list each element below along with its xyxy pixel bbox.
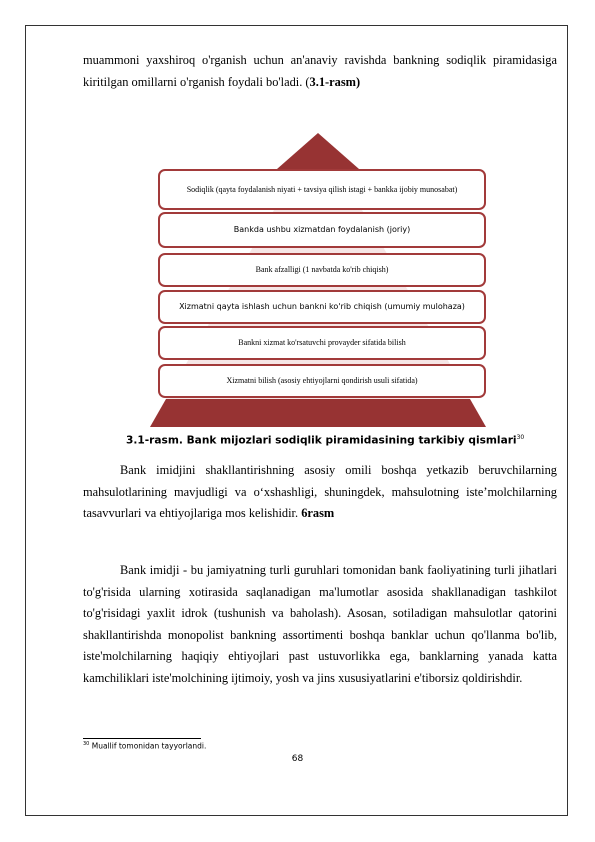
caption-footnote-mark: 30 <box>516 434 525 441</box>
page-number: 68 <box>291 754 304 764</box>
footnote-mark: 30 <box>83 741 90 747</box>
pyramid-base <box>150 399 486 427</box>
pyramid-apex <box>277 133 359 169</box>
pyramid-tier-1: Sodiqlik (qayta foydalanish niyati + tavsiya qilish istagi + bankka ijobiy munosabat) <box>158 169 486 210</box>
paragraph-1: Bank imidjini shakllantirishning asosiy omili boshqa yetkazib beruvchilarning mahsulotlarining mavjudligi va o‘xshashligi, shuningdek, mahsulotning iste’molchilarning tasavvurlari va ehtiyojlariga mos kelishidir. 6rasm <box>83 463 557 520</box>
figure-reference: 3.1-rasm) <box>309 74 361 89</box>
figure-caption: 3.1-rasm. Bank mijozlari sodiqlik piramidasining tarkibiy qismlari$^{30}$ <box>126 434 525 447</box>
intro-text: muammoni yaxshiroq o'rganish uchun an'anaviy ravishda bankning sodiqlik piramidasiga kiritilgan omillarni o'rganish foydali bo'ladi. ( <box>83 53 557 89</box>
intro-paragraph <box>83 50 557 93</box>
pyramid-tier-6: Xizmatni bilish (asosiy ehtiyojlarni qondirish usuli sifatida) <box>158 364 486 398</box>
footnote: $^{30}$ Muallif tomonidan tayyorlandi. <box>83 741 207 751</box>
paragraph-2: Bank imidji - bu jamiyatning turli guruhlari tomonidan bank faoliyatining turli jihatlari to'g'risida ularning xotirasida saqlanadigan ma'lumotlar asosida shakllanadigan tashkilot to'g'risidagi yaxlit idrok (tushunish va baholash). Asosan, sotiladigan mahsulotlar qatorini shakllantirishda monopolist bankning assortimenti boshqa banklar uchun qo'llanma bo'lib, iste'molchilarning haqiqiy ehtiyojlari past ustuvorlikka ega, banklarning yanada katta kamchiliklari iste'molchining ijtimoiy, yosh va jins xususiyatlarini e'tiborsiz qoldirishdir. <box>83 563 557 685</box>
footnote-divider <box>83 738 201 739</box>
pyramid-tier-5: Bankni xizmat ko'rsatuvchi provayder sifatida bilish <box>158 326 486 360</box>
pyramid-tier-4: Xizmatni qayta ishlash uchun bankni ko'rib chiqish (umumiy mulohaza) <box>158 290 486 324</box>
pyramid-tier-3: Bank afzalligi (1 navbatda ko'rib chiqish) <box>158 253 486 287</box>
pyramid-tier-2: Bankda ushbu xizmatdan foydalanish (joriy) <box>158 212 486 248</box>
figure-reference-6: 6rasm <box>301 506 335 520</box>
